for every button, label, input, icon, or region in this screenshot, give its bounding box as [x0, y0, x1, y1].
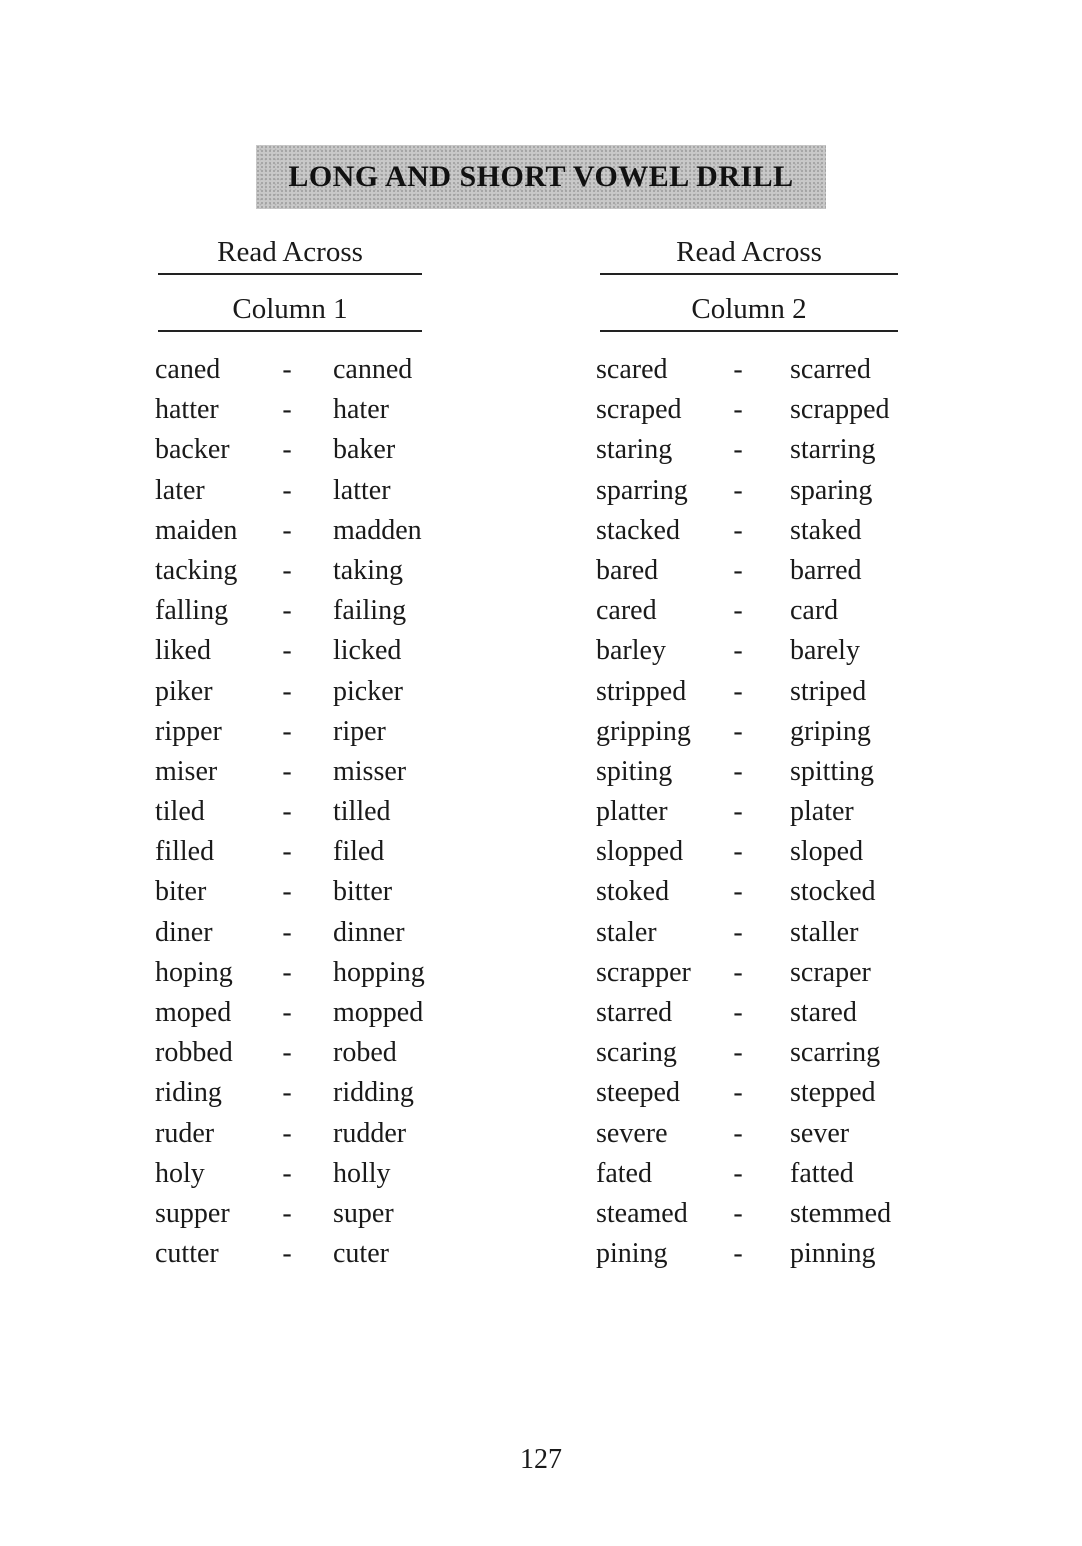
separator-dash: -	[733, 1238, 743, 1270]
word-b: canned	[333, 354, 413, 385]
word-pair-row	[155, 872, 455, 912]
word-pair-row	[596, 1073, 916, 1113]
separator-dash: -	[733, 796, 743, 828]
word-pair-row	[155, 792, 455, 832]
word-a: hoping	[155, 956, 233, 988]
separator-dash: -	[733, 1077, 743, 1109]
word-pair-row	[155, 471, 455, 511]
word-pair-row	[155, 913, 455, 953]
word-pair-row	[155, 1154, 455, 1194]
separator-dash: -	[733, 675, 743, 707]
separator-dash: -	[733, 554, 743, 586]
word-a: biter	[155, 876, 207, 908]
separator-dash: -	[282, 514, 292, 546]
word-pair-row	[155, 631, 455, 671]
word-pair-row	[155, 832, 455, 872]
word-pair-row	[155, 551, 455, 591]
word-a: stacked	[596, 514, 680, 546]
separator-dash: -	[282, 434, 292, 466]
column-1-rule-bottom	[158, 330, 422, 332]
separator-dash: -	[733, 916, 743, 948]
separator-dash: -	[282, 675, 292, 707]
word-b: stepped	[790, 1077, 876, 1109]
word-b: stocked	[790, 876, 876, 908]
separator-dash: -	[733, 1197, 743, 1229]
word-b: cuter	[333, 1238, 389, 1270]
word-b: robed	[333, 1037, 397, 1069]
word-a: hatter	[155, 394, 219, 426]
column-2-read-across: Read Across	[676, 236, 822, 268]
column-1-rule-top	[158, 273, 422, 275]
separator-dash: -	[282, 1117, 292, 1149]
word-pair-row	[596, 430, 916, 470]
word-a: pining	[596, 1238, 668, 1270]
word-pair-row	[596, 1154, 916, 1194]
separator-dash: -	[733, 997, 743, 1028]
separator-dash: -	[733, 956, 743, 988]
word-a: tiled	[155, 796, 205, 828]
separator-dash: -	[282, 715, 292, 747]
word-pair-row	[155, 350, 455, 390]
word-a: slopped	[596, 836, 684, 868]
word-b: picker	[333, 675, 403, 707]
word-pair-row	[596, 872, 916, 912]
word-pair-row	[596, 511, 916, 551]
word-a: miser	[155, 755, 218, 787]
separator-dash: -	[282, 1197, 292, 1229]
word-pair-row	[596, 953, 916, 993]
page-title: LONG AND SHORT VOWEL DRILL	[288, 160, 794, 193]
word-a: caned	[155, 354, 221, 385]
word-b: super	[333, 1197, 394, 1229]
word-b: failing	[333, 595, 407, 627]
word-a: piker	[155, 675, 213, 707]
word-b: fatted	[790, 1157, 854, 1189]
word-a: staler	[596, 916, 657, 948]
word-a: filled	[155, 836, 215, 868]
separator-dash: -	[282, 1157, 292, 1189]
word-b: ridding	[333, 1077, 414, 1109]
word-b: scrapped	[790, 394, 890, 426]
word-b: hater	[333, 394, 389, 426]
separator-dash: -	[733, 1117, 743, 1149]
word-b: rudder	[333, 1117, 407, 1149]
word-pair-row	[155, 953, 455, 993]
word-pair-row	[155, 430, 455, 470]
separator-dash: -	[282, 635, 292, 667]
separator-dash: -	[733, 595, 743, 627]
word-pair-row	[596, 832, 916, 872]
separator-dash: -	[733, 876, 743, 908]
word-pair-row	[155, 1194, 455, 1234]
word-a: scaring	[596, 1037, 677, 1069]
word-pair-row	[155, 993, 455, 1033]
word-b: misser	[333, 755, 407, 787]
word-a: staring	[596, 434, 673, 466]
separator-dash: -	[282, 474, 292, 506]
word-pair-row	[596, 350, 916, 390]
word-a: holy	[155, 1157, 205, 1189]
word-pair-row	[596, 1194, 916, 1234]
word-pair-row	[596, 1114, 916, 1154]
word-b: striped	[790, 675, 867, 707]
word-a: starred	[596, 997, 673, 1028]
word-pair-row	[596, 913, 916, 953]
word-pair-row	[155, 752, 455, 792]
word-a: spiting	[596, 755, 673, 787]
word-b: staller	[790, 916, 859, 948]
word-b: holly	[333, 1157, 391, 1189]
word-pair-row	[155, 1033, 455, 1073]
word-b: pinning	[790, 1238, 876, 1270]
column-2-word-list	[596, 350, 916, 1274]
separator-dash: -	[282, 1077, 292, 1109]
word-pair-row	[155, 511, 455, 551]
word-a: steeped	[596, 1077, 680, 1109]
word-a: cared	[596, 595, 657, 627]
word-a: platter	[596, 796, 668, 828]
word-b: sever	[790, 1117, 850, 1149]
word-b: latter	[333, 474, 391, 506]
word-b: madden	[333, 514, 422, 546]
word-a: gripping	[596, 715, 691, 747]
word-b: filed	[333, 836, 385, 868]
word-a: bared	[596, 554, 659, 586]
separator-dash: -	[282, 755, 292, 787]
word-a: tacking	[155, 554, 238, 586]
word-a: falling	[155, 595, 229, 627]
separator-dash: -	[733, 715, 743, 747]
separator-dash: -	[282, 956, 292, 988]
word-a: stoked	[596, 876, 670, 908]
word-b: mopped	[333, 997, 424, 1028]
word-a: ruder	[155, 1117, 215, 1149]
word-pair-row	[155, 390, 455, 430]
word-a: riding	[155, 1077, 222, 1109]
word-a: ripper	[155, 715, 222, 747]
separator-dash: -	[733, 354, 743, 385]
separator-dash: -	[733, 836, 743, 868]
word-b: sloped	[790, 836, 864, 868]
word-a: supper	[155, 1197, 230, 1229]
separator-dash: -	[282, 394, 292, 426]
word-b: stared	[790, 997, 857, 1028]
column-1-word-list	[155, 350, 455, 1274]
word-a: robbed	[155, 1037, 233, 1069]
separator-dash: -	[733, 394, 743, 426]
separator-dash: -	[282, 554, 292, 586]
separator-dash: -	[282, 836, 292, 868]
word-pair-row	[155, 591, 455, 631]
word-b: taking	[333, 554, 403, 586]
word-pair-row	[596, 712, 916, 752]
word-a: fated	[596, 1157, 652, 1189]
word-b: spitting	[790, 755, 875, 787]
column-2-label: Column 2	[691, 293, 807, 325]
word-b: plater	[790, 796, 854, 828]
separator-dash: -	[282, 1037, 292, 1069]
word-b: barred	[790, 554, 862, 586]
word-b: starring	[790, 434, 876, 466]
word-pair-row	[596, 390, 916, 430]
word-a: stripped	[596, 675, 687, 707]
word-b: baker	[333, 434, 396, 466]
word-b: scarred	[790, 354, 871, 385]
word-pair-row	[596, 631, 916, 671]
word-a: scraped	[596, 394, 682, 426]
word-b: bitter	[333, 876, 393, 908]
word-b: scarring	[790, 1037, 881, 1069]
word-pair-row	[596, 551, 916, 591]
separator-dash: -	[733, 514, 743, 546]
word-b: tilled	[333, 796, 391, 828]
word-pair-row	[596, 1033, 916, 1073]
word-b: scraper	[790, 956, 871, 988]
separator-dash: -	[282, 916, 292, 948]
word-b: staked	[790, 514, 862, 546]
word-pair-row	[596, 1234, 916, 1274]
word-b: licked	[333, 635, 402, 667]
column-1-read-across: Read Across	[217, 236, 363, 268]
word-a: liked	[155, 635, 211, 667]
separator-dash: -	[733, 474, 743, 506]
word-b: card	[790, 595, 839, 627]
column-2-rule-top	[600, 273, 898, 275]
word-a: cutter	[155, 1238, 219, 1270]
word-pair-row	[155, 1073, 455, 1113]
word-a: barley	[596, 635, 666, 667]
word-pair-row	[155, 1114, 455, 1154]
column-1-label: Column 1	[232, 293, 348, 325]
separator-dash: -	[282, 876, 292, 908]
separator-dash: -	[733, 635, 743, 667]
word-pair-row	[596, 792, 916, 832]
word-a: diner	[155, 916, 213, 948]
separator-dash: -	[282, 595, 292, 627]
word-pair-row	[155, 712, 455, 752]
word-a: severe	[596, 1117, 668, 1149]
word-a: scrapper	[596, 956, 691, 988]
page-number: 127	[520, 1444, 562, 1475]
word-a: maiden	[155, 514, 238, 546]
word-pair-row	[155, 672, 455, 712]
title-banner	[256, 145, 826, 209]
word-a: backer	[155, 434, 230, 466]
word-b: stemmed	[790, 1197, 892, 1229]
word-pair-row	[596, 672, 916, 712]
word-a: moped	[155, 997, 232, 1028]
word-pair-row	[596, 993, 916, 1033]
word-a: steamed	[596, 1197, 688, 1229]
word-b: riper	[333, 715, 386, 747]
word-a: later	[155, 474, 205, 506]
word-b: dinner	[333, 916, 405, 948]
separator-dash: -	[733, 1037, 743, 1069]
word-pair-row	[596, 752, 916, 792]
separator-dash: -	[733, 434, 743, 466]
word-pair-row	[596, 471, 916, 511]
separator-dash: -	[282, 997, 292, 1028]
word-b: hopping	[333, 956, 425, 988]
column-2-rule-bottom	[600, 330, 898, 332]
word-pair-row	[596, 591, 916, 631]
separator-dash: -	[733, 755, 743, 787]
separator-dash: -	[282, 354, 292, 385]
separator-dash: -	[282, 1238, 292, 1270]
word-pair-row	[155, 1234, 455, 1274]
separator-dash: -	[733, 1157, 743, 1189]
word-a: scared	[596, 354, 668, 385]
separator-dash: -	[282, 796, 292, 828]
word-b: griping	[790, 715, 871, 747]
word-b: barely	[790, 635, 860, 667]
word-b: sparing	[790, 474, 873, 506]
word-a: sparring	[596, 474, 688, 506]
